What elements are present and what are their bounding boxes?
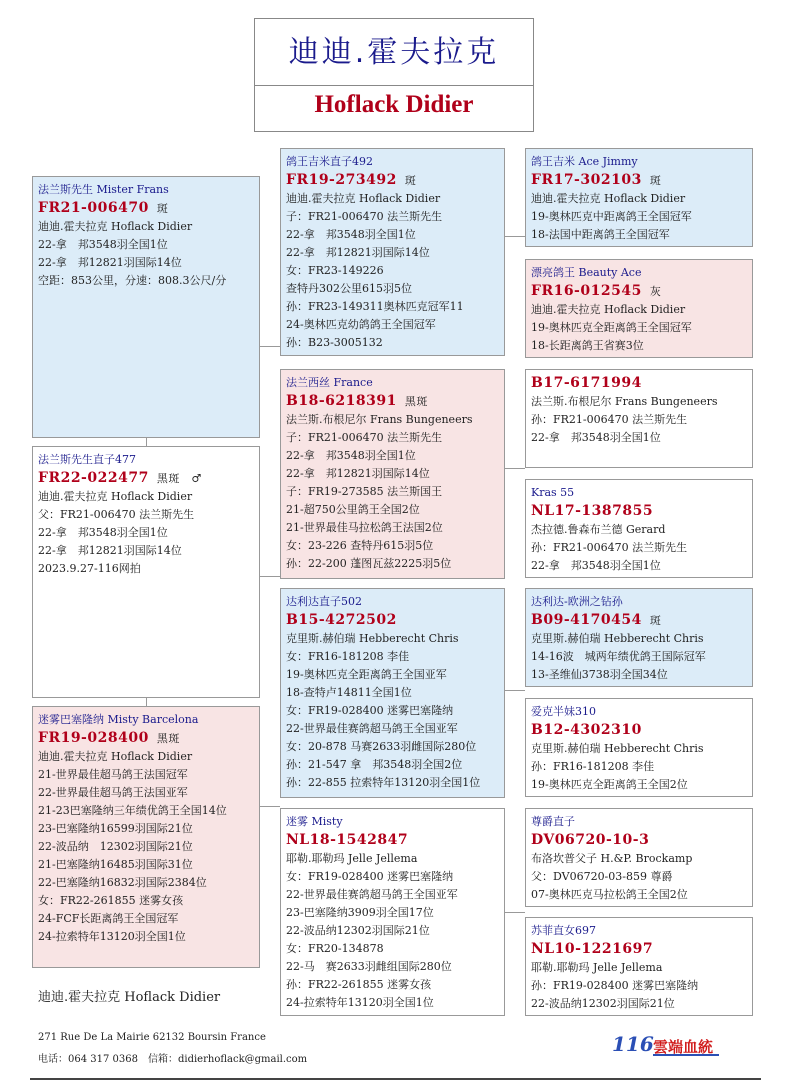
logo-underline xyxy=(653,1054,719,1056)
parent-card xyxy=(280,148,505,356)
grandparent-card xyxy=(525,588,753,687)
grandparent-card xyxy=(525,917,753,1016)
ring-number: NL18-1542847 xyxy=(286,832,409,848)
pedigree-line: 女：FR22-261855 迷雾女孩 xyxy=(38,894,184,907)
pedigree-line: 子：FR21-006470 法兰斯先生 xyxy=(286,431,443,444)
pedigree-line: 孙：FR21-006470 法兰斯先生 xyxy=(531,541,688,554)
bird-color: 斑 xyxy=(156,202,169,215)
bird-name: 漂亮鸽王 Beauty Ace xyxy=(531,266,642,279)
parent-card xyxy=(280,369,505,579)
pedigree-line: 孙：FR21-006470 法兰斯先生 xyxy=(531,413,688,426)
pedigree-line: 22-拿 邦3548羽全国1位 xyxy=(531,559,661,572)
pedigree-line: 24-FCF长距离鸽王全国冠军 xyxy=(38,912,179,925)
pedigree-line: 迪迪.霍夫拉克 Hoflack Didier xyxy=(531,303,686,316)
connector-line xyxy=(505,912,525,913)
bird-color: 黑斑 ♂ xyxy=(156,472,202,485)
pedigree-line: 19-奥林匹克全距离鸽王全国冠军 xyxy=(531,321,692,334)
pedigree-line: 23-巴塞隆纳16599羽国际21位 xyxy=(38,822,193,835)
ring-number: FR16-012545 灰 xyxy=(531,283,662,299)
pedigree-line: 24-拉索特年13120羽全国1位 xyxy=(38,930,186,943)
grandparent-card xyxy=(525,259,753,358)
pedigree-line: 22-世界最佳超马鸽王法国亚军 xyxy=(38,786,188,799)
ring-number: NL17-1387855 xyxy=(531,503,654,519)
pedigree-line: 22-拿 邦3548羽全国1位 xyxy=(531,431,661,444)
connector-line xyxy=(505,690,525,691)
pedigree-line: 22-波品纳12302羽国际21位 xyxy=(531,997,675,1010)
pedigree-line: 22-拿 邦3548羽全国1位 xyxy=(38,526,168,539)
pedigree-line: 子：FR21-006470 法兰斯先生 xyxy=(286,210,443,223)
pedigree-line: 孙：FR19-028400 迷雾巴塞隆纳 xyxy=(531,979,699,992)
dam-card xyxy=(32,706,260,968)
pedigree-line: 查特丹302公里615羽5位 xyxy=(286,282,412,295)
pedigree-line: 克里斯.赫伯瑞 Hebberecht Chris xyxy=(531,632,704,645)
pedigree-line: 22-世界最佳赛鸽超马鸽王全国亚军 xyxy=(286,888,458,901)
bird-color: 灰 xyxy=(649,285,662,298)
ring-number: FR19-028400 黑斑 xyxy=(38,730,180,746)
bird-name: 尊爵直子 xyxy=(531,815,575,828)
title-divider xyxy=(255,85,533,86)
pedigree-line: 22-拿 邦12821羽国际14位 xyxy=(38,544,182,557)
pedigree-line: 女：FR23-149226 xyxy=(286,264,384,277)
pedigree-line: 22-马 赛2633羽雌组国际280位 xyxy=(286,960,452,973)
grandparent-card xyxy=(525,808,753,907)
connector-line xyxy=(146,437,147,446)
bird-name: 苏菲直女697 xyxy=(531,924,596,937)
pedigree-line: 迪迪.霍夫拉克 Hoflack Didier xyxy=(38,490,193,503)
pedigree-line: 2023.9.27-116网拍 xyxy=(38,562,141,575)
pedigree-line: 21-超750公里鸽王全国2位 xyxy=(286,503,420,516)
subject-card xyxy=(32,176,260,438)
ring-number: B12-4302310 xyxy=(531,722,642,738)
pedigree-line: 孙：22-200 蓬图瓦兹2225羽5位 xyxy=(286,557,452,570)
connector-line xyxy=(259,576,280,577)
pedigree-line: 24-奥林匹克幼鸽鸽王全国冠军 xyxy=(286,318,436,331)
pedigree-line: 孙：FR22-261855 迷雾女孩 xyxy=(286,978,432,991)
pedigree-line: 18-法国中距离鸽王全国冠军 xyxy=(531,228,670,241)
bird-name: 法兰西丝 France xyxy=(286,376,373,389)
pedigree-line: 女：20-878 马赛2633羽雌国际280位 xyxy=(286,740,477,753)
pedigree-line: 13-圣维仙3738羽全国34位 xyxy=(531,668,668,681)
owner-name-zh: 迪迪.霍夫拉克 xyxy=(288,35,500,70)
bottom-divider xyxy=(30,1078,761,1080)
pedigree-line: 22-世界最佳赛鸽超马鸽王全国亚军 xyxy=(286,722,458,735)
pedigree-line: 法兰斯.布根尼尔 Frans Bungeneers xyxy=(531,395,718,408)
bird-name: 法兰斯先生 Mister Frans xyxy=(38,183,169,196)
sibling-card xyxy=(32,446,260,698)
pedigree-line: 22-拿 邦3548羽全国1位 xyxy=(38,238,168,251)
grandparent-card xyxy=(525,479,753,578)
pedigree-line: 22-拿 邦12821羽国际14位 xyxy=(286,246,430,259)
pedigree-line: 女：FR20-134878 xyxy=(286,942,384,955)
bird-color: 黑斑 xyxy=(404,395,428,408)
pedigree-line: 女：FR19-028400 迷雾巴塞隆纳 xyxy=(286,870,454,883)
pedigree-line: 空距：853公里，分速：808.3公尺/分 xyxy=(38,274,227,287)
pedigree-line: 18-长距离鸽王省赛3位 xyxy=(531,339,644,352)
pedigree-line: 父：DV06720-03-859 尊爵 xyxy=(531,870,673,883)
pedigree-line: 迪迪.霍夫拉克 Hoflack Didier xyxy=(38,220,193,233)
grandparent-card xyxy=(525,148,753,247)
ring-number: B17-6171994 xyxy=(531,375,642,391)
logo-text: 雲端血統 xyxy=(653,1038,714,1056)
pedigree-line: 迪迪.霍夫拉克 Hoflack Didier xyxy=(531,192,686,205)
connector-line xyxy=(505,236,525,237)
pedigree-line: 22-波品纳 12302羽国际21位 xyxy=(38,840,193,853)
pedigree-line: 22-拿 邦3548羽全国1位 xyxy=(286,228,416,241)
parent-card xyxy=(280,808,505,1016)
pedigree-line: 克里斯.赫伯瑞 Hebberecht Chris xyxy=(531,742,704,755)
bird-name: 达利达直子502 xyxy=(286,595,362,608)
pedigree-line: 父：FR21-006470 法兰斯先生 xyxy=(38,508,195,521)
pedigree-line: 21-23巴塞隆纳三年绩优鸽王全国14位 xyxy=(38,804,227,817)
connector-line xyxy=(259,346,280,347)
pedigree-line: 24-拉索特年13120羽全国1位 xyxy=(286,996,434,1009)
brand-logo xyxy=(612,1032,722,1056)
pedigree-line: 22-巴塞隆纳16832羽国际2384位 xyxy=(38,876,207,889)
connector-line xyxy=(259,806,280,807)
pedigree-line: 克里斯.赫伯瑞 Hebberecht Chris xyxy=(286,632,459,645)
pedigree-line: 孙：22-855 拉索特年13120羽全国1位 xyxy=(286,776,481,789)
pedigree-line: 21-世界最佳超马鸽王法国冠军 xyxy=(38,768,188,781)
bird-name: 迷雾 Misty xyxy=(286,815,343,828)
bird-name: 鸽王吉米 Ace Jimmy xyxy=(531,155,638,168)
bird-name: 达利达-欧洲之钻孙 xyxy=(531,595,623,608)
ring-number: B15-4272502 xyxy=(286,612,397,628)
bird-color: 斑 xyxy=(649,614,662,627)
footer-address: 271 Rue De La Mairie 62132 Boursin France xyxy=(38,1032,266,1043)
pedigree-line: 布洛坎普父子 H.&P. Brockamp xyxy=(531,852,693,865)
pedigree-line: 22-波品纳12302羽国际21位 xyxy=(286,924,430,937)
pedigree-line: 女：FR19-028400 迷雾巴塞隆纳 xyxy=(286,704,454,717)
pedigree-line: 法兰斯.布根尼尔 Frans Bungeneers xyxy=(286,413,473,426)
pedigree-line: 23-巴塞隆纳3909羽全国17位 xyxy=(286,906,434,919)
title-box xyxy=(254,18,534,132)
pedigree-line: 迪迪.霍夫拉克 Hoflack Didier xyxy=(286,192,441,205)
footer-owner-name: 迪迪.霍夫拉克 Hoflack Didier xyxy=(38,990,221,1005)
pedigree-line: 孙：FR23-149311奥林匹克冠军11 xyxy=(286,300,464,313)
pedigree-line: 19-奥林匹克中距离鸽王全国冠军 xyxy=(531,210,692,223)
bird-color: 黑斑 xyxy=(156,732,180,745)
ring-number: B18-6218391 黑斑 xyxy=(286,393,428,409)
bird-color: 斑 xyxy=(649,174,662,187)
connector-line xyxy=(146,697,147,706)
pedigree-line: 孙：21-547 拿 邦3548羽全国2位 xyxy=(286,758,463,771)
pedigree-line: 女：FR16-181208 李佳 xyxy=(286,650,410,663)
bird-name: Kras 55 xyxy=(531,486,575,499)
ring-number: B09-4170454 斑 xyxy=(531,612,662,628)
ring-number: FR19-273492 斑 xyxy=(286,172,417,188)
grandparent-card xyxy=(525,698,753,797)
ring-number: FR17-302103 斑 xyxy=(531,172,662,188)
pedigree-line: 耶勒.耶勒玛 Jelle Jellema xyxy=(531,961,663,974)
pedigree-line: 19-奥林匹克全距离鸽王全国2位 xyxy=(531,778,688,791)
ring-number: FR22-022477 黑斑 ♂ xyxy=(38,470,202,486)
logo-number: 116 xyxy=(612,1032,654,1056)
bird-name: 鸽王吉米直子492 xyxy=(286,155,373,168)
pedigree-line: 杰拉德.鲁森布兰德 Gerard xyxy=(531,523,666,536)
bird-color: 斑 xyxy=(404,174,417,187)
pedigree-line: 子：FR19-273585 法兰斯国王 xyxy=(286,485,443,498)
ring-number: NL10-1221697 xyxy=(531,941,654,957)
pedigree-line: 14-16波 城两年绩优鸽王国际冠军 xyxy=(531,650,706,663)
footer-contact: 电话：064 317 0368 信箱：didierhoflack@gmail.com xyxy=(38,1054,308,1065)
pedigree-line: 22-拿 邦3548羽全国1位 xyxy=(286,449,416,462)
bird-name: 迷雾巴塞隆纳 Misty Barcelona xyxy=(38,713,199,726)
ring-number: DV06720-10-3 xyxy=(531,832,650,848)
pedigree-line: 22-拿 邦12821羽国际14位 xyxy=(38,256,182,269)
grandparent-card xyxy=(525,369,753,468)
pedigree-line: 18-查特卢14811全国1位 xyxy=(286,686,412,699)
connector-line xyxy=(505,468,525,469)
pedigree-line: 孙：B23-3005132 xyxy=(286,336,383,349)
pedigree-line: 21-世界最佳马拉松鸽王法国2位 xyxy=(286,521,443,534)
pedigree-line: 迪迪.霍夫拉克 Hoflack Didier xyxy=(38,750,193,763)
pedigree-line: 21-巴塞隆纳16485羽国际31位 xyxy=(38,858,193,871)
ring-number: FR21-006470 斑 xyxy=(38,200,169,216)
pedigree-line: 孙：FR16-181208 李佳 xyxy=(531,760,655,773)
pedigree-line: 19-奥林匹克全距离鸽王全国亚军 xyxy=(286,668,447,681)
owner-name-en: Hoflack Didier xyxy=(314,91,474,118)
bird-name: 爱克半妹310 xyxy=(531,705,596,718)
pedigree-line: 女：23-226 查特丹615羽5位 xyxy=(286,539,434,552)
pedigree-line: 07-奥林匹克马拉松鸽王全国2位 xyxy=(531,888,688,901)
pedigree-line: 22-拿 邦12821羽国际14位 xyxy=(286,467,430,480)
parent-card xyxy=(280,588,505,798)
pedigree-line: 耶勒.耶勒玛 Jelle Jellema xyxy=(286,852,418,865)
bird-name: 法兰斯先生直子477 xyxy=(38,453,136,466)
